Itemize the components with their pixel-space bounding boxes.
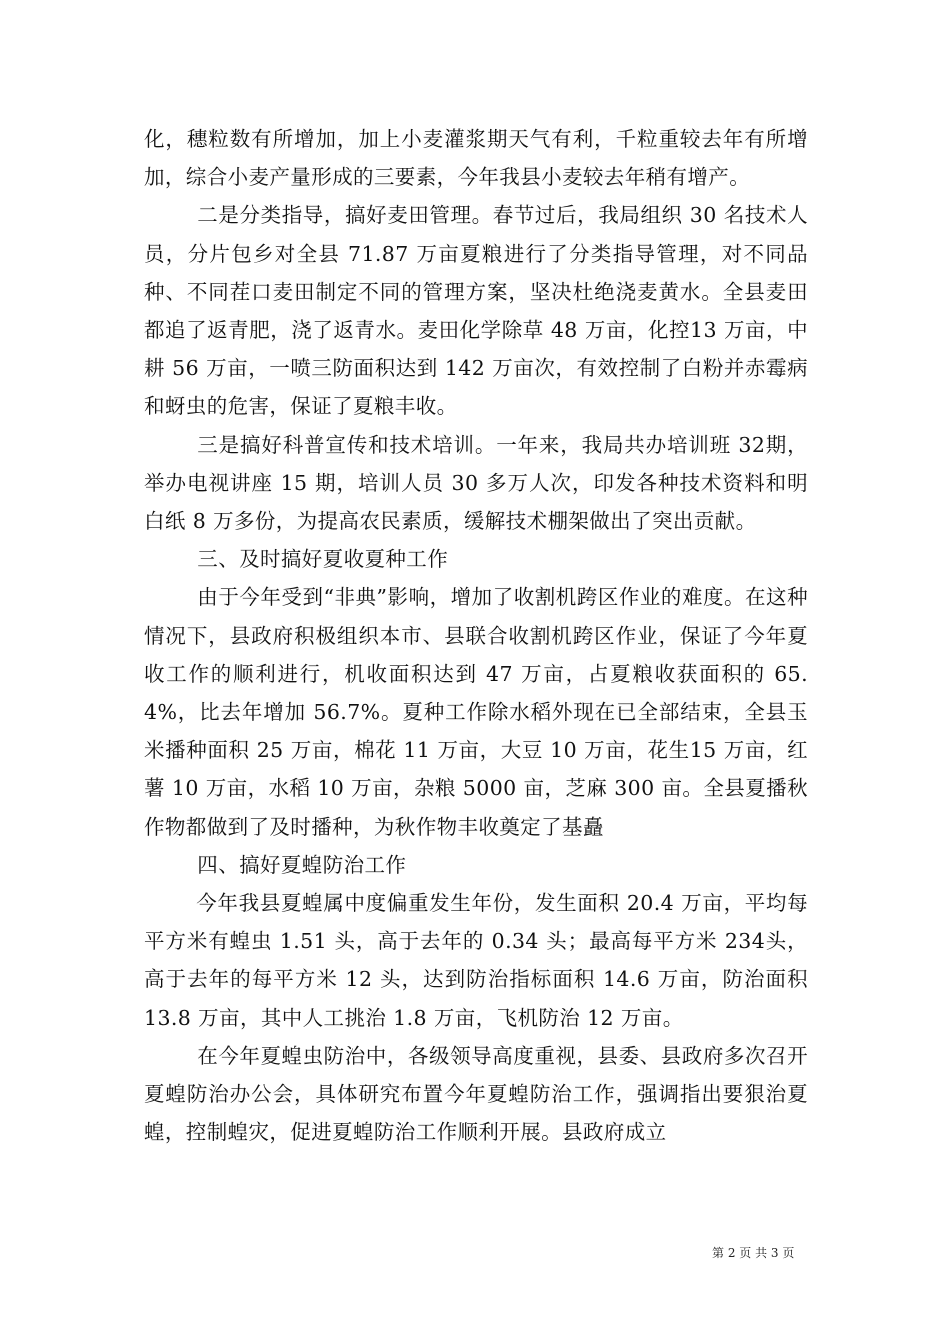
paragraph-locust-prevention: 在今年夏蝗虫防治中，各级领导高度重视，县委、县政府多次召开夏蝗防治办公会，具体研究布置今年夏蝗防治工作，强调指出要狠治夏蝗，控制蝗灾，促进夏蝗防治工作顺利开展。县政府成立 xyxy=(144,1043,808,1145)
document-body xyxy=(144,120,808,1151)
page-number-footer: 第 2 页 共 3 页 xyxy=(712,1246,795,1260)
paragraph-summer-harvest: 由于今年受到“非典”影响，增加了收割机跨区作业的难度。在这种情况下，县政府积极组织本市、县联合收割机跨区作业，保证了今年夏收工作的顺利进行，机收面积达到 47 万亩，占夏粮收获面积的 65.4%，比去年增加 56.7%。夏种工作除水稻外现在已全部结束，全县玉米播种面积 25 万亩，棉花 11 万亩，大豆 10 万亩，花生15 万亩，红薯 10 万亩，水稻 10 万亩，杂粮 5000 亩，芝麻 300 亩。全县夏播秋作物都做到了及时播种，为秋作物丰收奠定了基矗 xyxy=(144,585,808,839)
section-heading-locust-control: 四、搞好夏蝗防治工作 xyxy=(197,852,407,877)
section-heading-summer-harvest: 三、及时搞好夏收夏种工作 xyxy=(197,547,449,572)
paragraph-training: 三是搞好科普宣传和技术培训。一年来，我局共办培训班 32期，举办电视讲座 15 期，培训人员 30 多万人次，印发各种技术资料和明白纸 8 万多份，为提高农民素质，缓解技术棚架做出了突出贡献。 xyxy=(144,432,808,534)
paragraph-locust-occurrence: 今年我县夏蝗属中度偏重发生年份，发生面积 20.4 万亩，平均每平方米有蝗虫 1.51 头，高于去年的 0.34 头；最高每平方米 234头，高于去年的每平方米 12 头，达到防治指标面积 14.6 万亩，防治面积 13.8 万亩，其中人工挑治 1.8 万亩，飞机防治 12 万亩。 xyxy=(144,891,808,1030)
paragraph-classified-guidance: 二是分类指导，搞好麦田管理。春节过后，我局组织 30 名技术人员，分片包乡对全县 71.87 万亩夏粮进行了分类指导管理，对不同品种、不同茬口麦田制定不同的管理方案，坚决杜绝浇麦黄水。全县麦田都追了返青肥，浇了返青水。麦田化学除草 48 万亩，化控13 万亩，中耕 56 万亩，一喷三防面积达到 142 万亩次，有效控制了白粉并赤霉病和蚜虫的危害，保证了夏粮丰收。 xyxy=(144,203,808,419)
paragraph-continued: 化，穗粒数有所增加，加上小麦灌浆期天气有利，千粒重较去年有所增加，综合小麦产量形成的三要素，今年我县小麦较去年稍有增产。 xyxy=(144,127,808,190)
